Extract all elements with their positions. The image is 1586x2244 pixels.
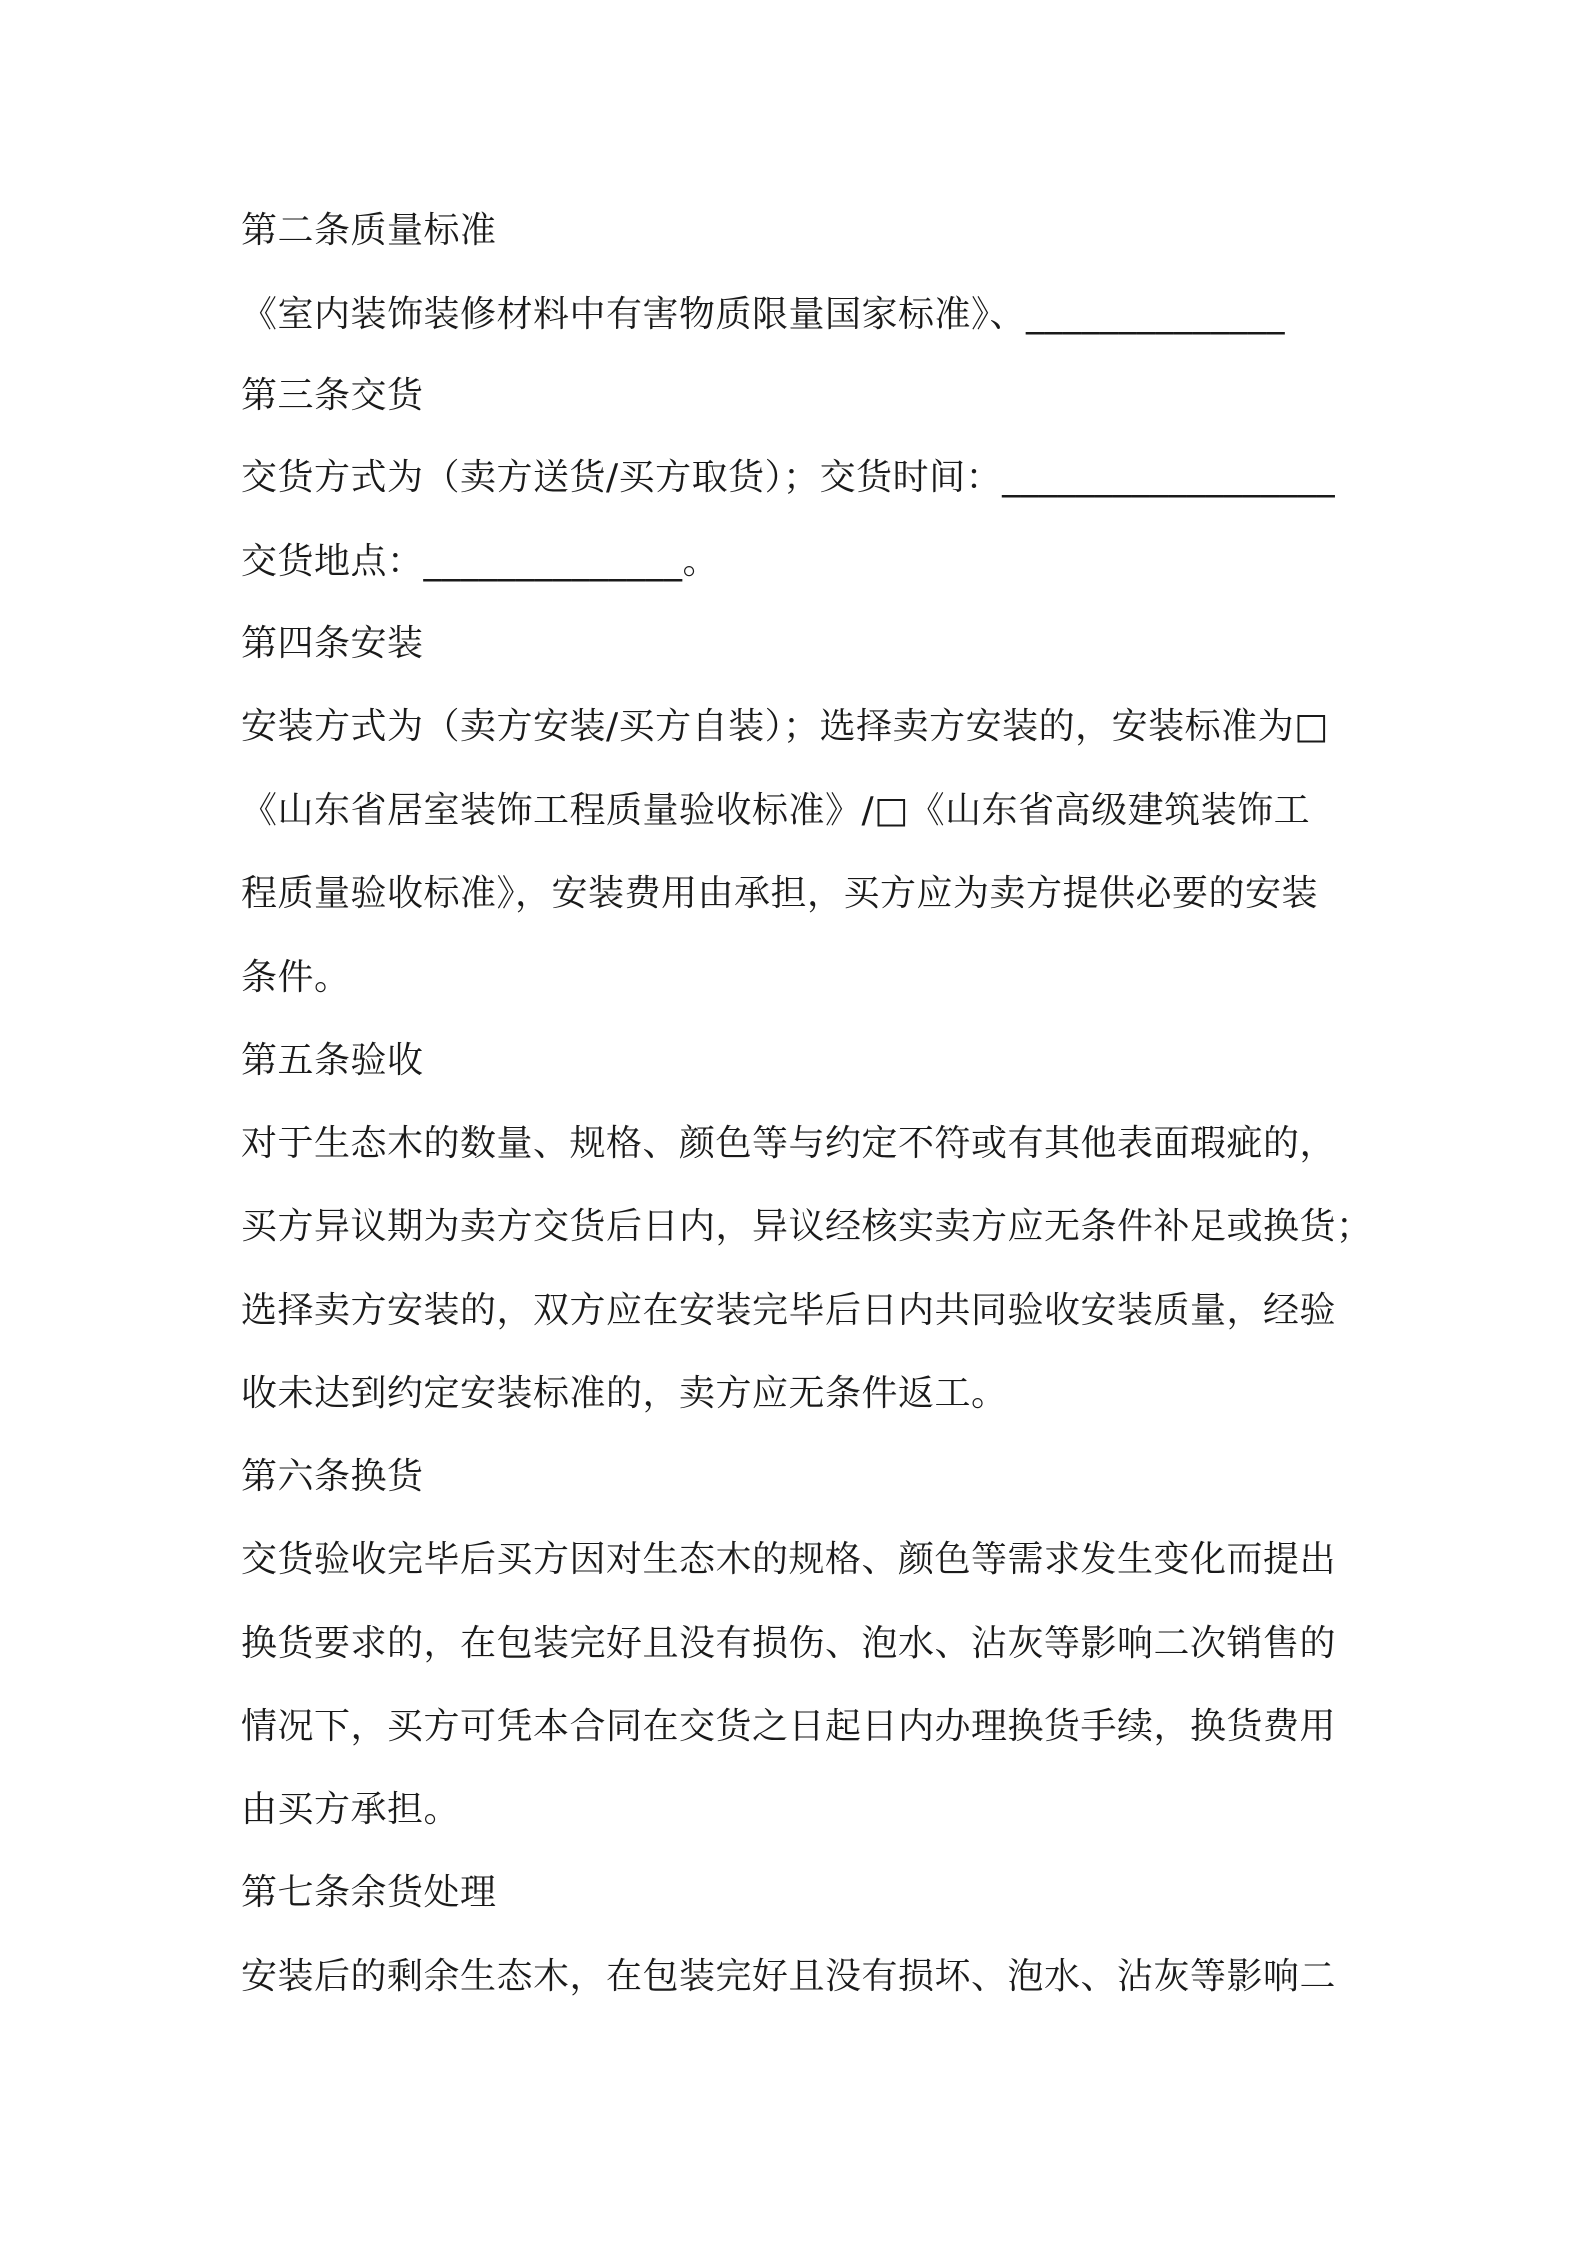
paragraph-line: 《室内装饰装修材料中有害物质限量国家标准》、______________ xyxy=(241,294,1286,335)
paragraph-line: 换货要求的，在包装完好且没有损伤、泡水、沾灰等影响二次销售的 xyxy=(241,1623,1337,1664)
heading-article-2: 第二条质量标准 xyxy=(241,210,497,251)
heading-article-3: 第三条交货 xyxy=(241,375,424,416)
paragraph-line: 程质量验收标准》，安装费用由承担，买方应为卖方提供必要的安装 xyxy=(241,873,1319,914)
heading-article-4: 第四条安装 xyxy=(241,623,424,664)
heading-article-5: 第五条验收 xyxy=(241,1040,424,1081)
paragraph-line: 由买方承担。 xyxy=(241,1789,461,1830)
paragraph-line: 对于生态木的数量、规格、颜色等与约定不符或有其他表面瑕疵的， xyxy=(241,1123,1337,1164)
paragraph-line: 安装方式为（卖方安装/买方自装）；选择卖方安装的，安装标准为□ xyxy=(241,706,1329,747)
heading-article-6: 第六条换货 xyxy=(241,1456,424,1497)
paragraph-line: 《山东省居室装饰工程质量验收标准》/□《山东省高级建筑装饰工 xyxy=(241,790,1311,831)
paragraph-line: 安装后的剩余生态木，在包装完好且没有损坏、泡水、沾灰等影响二 xyxy=(241,1956,1337,1997)
paragraph-line: 交货地点：______________。 xyxy=(241,541,720,582)
paragraph-line: 条件。 xyxy=(241,957,351,998)
paragraph-line: 收未达到约定安装标准的，卖方应无条件返工。 xyxy=(241,1373,1008,1414)
paragraph-line: 交货验收完毕后买方因对生态木的规格、颜色等需求发生变化而提出 xyxy=(241,1539,1337,1580)
paragraph-line: 交货方式为（卖方送货/买方取货）；交货时间：__________________ xyxy=(241,457,1336,498)
paragraph-line: 买方异议期为卖方交货后日内，异议经核实卖方应无条件补足或换货； xyxy=(241,1206,1373,1247)
heading-article-7: 第七条余货处理 xyxy=(241,1872,497,1913)
paragraph-line: 选择卖方安装的，双方应在安装完毕后日内共同验收安装质量，经验 xyxy=(241,1290,1337,1331)
paragraph-line: 情况下，买方可凭本合同在交货之日起日内办理换货手续，换货费用 xyxy=(241,1706,1337,1747)
